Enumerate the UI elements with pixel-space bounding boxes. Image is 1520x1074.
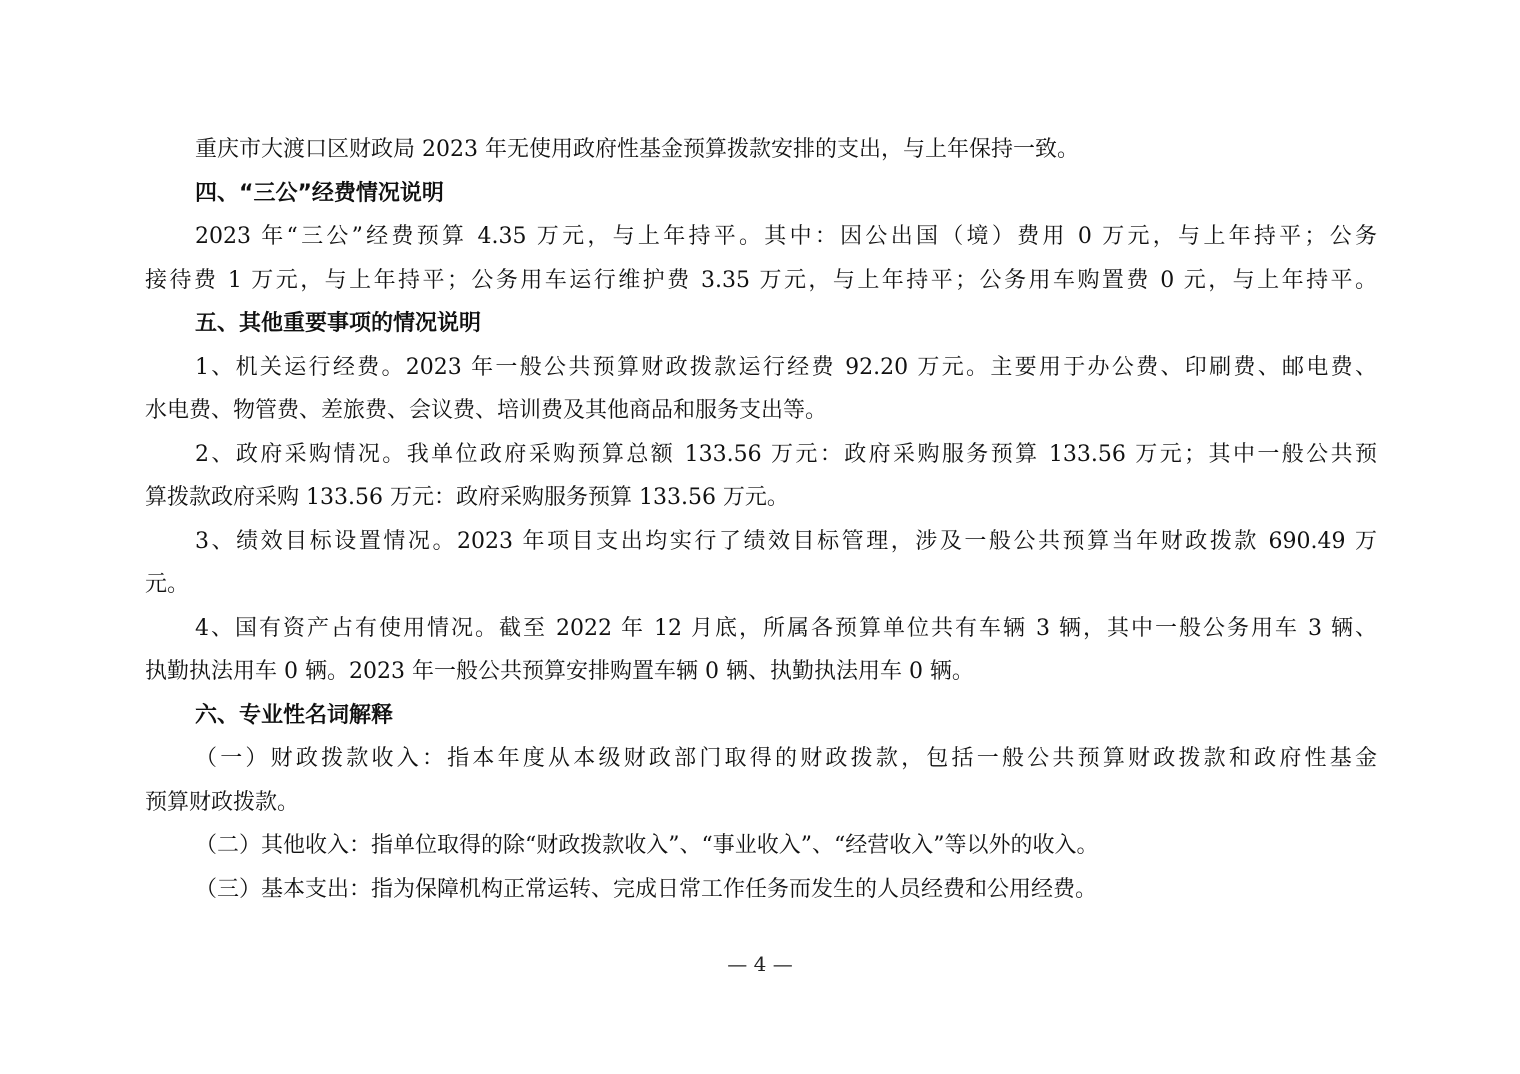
paragraph-line: 3、绩效目标设置情况。2023 年项目支出均实行了绩效目标管理，涉及一般公共预算当年财政拨款 690.49 万: [195, 528, 1377, 554]
page-number: — 4 —: [727, 952, 793, 976]
paragraph-line: 2023 年“三公”经费预算 4.35 万元，与上年持平。其中：因公出国（境）费用 0 万元，与上年持平；公务: [195, 224, 1377, 249]
paragraph-line: 算拨款政府采购 133.56 万元：政府采购服务预算 133.56 万元。: [145, 485, 789, 510]
paragraph-line: （三）基本支出：指为保障机构正常运转、完成日常工作任务而发生的人员经费和公用经费。: [195, 876, 1098, 902]
section-heading-four: 四、“三公”经费情况说明: [195, 180, 444, 206]
paragraph-line: （二）其他收入：指单位取得的除“财政拨款收入”、“事业收入”、“经营收入”等以外的收入。: [195, 833, 1099, 858]
paragraph-line: 元。: [145, 572, 190, 597]
paragraph-line: （一）财政拨款收入：指本年度从本级财政部门取得的财政拨款，包括一般公共预算财政拨款和政府性基金: [195, 746, 1377, 771]
paragraph-line: 预算财政拨款。: [145, 789, 300, 815]
section-heading-five: 五、其他重要事项的情况说明: [195, 311, 482, 336]
paragraph-line: 4、国有资产占有使用情况。截至 2022 年 12 月底，所属各预算单位共有车辆 3 辆，其中一般公务用车 3 辆、: [195, 615, 1377, 641]
paragraph-line: 执勤执法用车 0 辆。2023 年一般公共预算安排购置车辆 0 辆、执勤执法用车 0 辆。: [145, 659, 974, 684]
paragraph-line: 水电费、物管费、差旅费、会议费、培训费及其他商品和服务支出等。: [145, 398, 828, 423]
paragraph-line: 接待费 1 万元，与上年持平；公务用车运行维护费 3.35 万元，与上年持平；公务用车购置费 0 元，与上年持平。: [145, 267, 1377, 293]
section-heading-six: 六、专业性名词解释: [195, 702, 394, 728]
paragraph-line: 1、机关运行经费。2023 年一般公共预算财政拨款运行经费 92.20 万元。主要用于办公费、印刷费、邮电费、: [195, 354, 1377, 380]
paragraph-line: 2、政府采购情况。我单位政府采购预算总额 133.56 万元：政府采购服务预算 133.56 万元；其中一般公共预: [195, 441, 1377, 467]
document-body: [145, 128, 1377, 911]
paragraph-line: 重庆市大渡口区财政局 2023 年无使用政府性基金预算拨款安排的支出，与上年保持一致。: [195, 137, 1079, 162]
